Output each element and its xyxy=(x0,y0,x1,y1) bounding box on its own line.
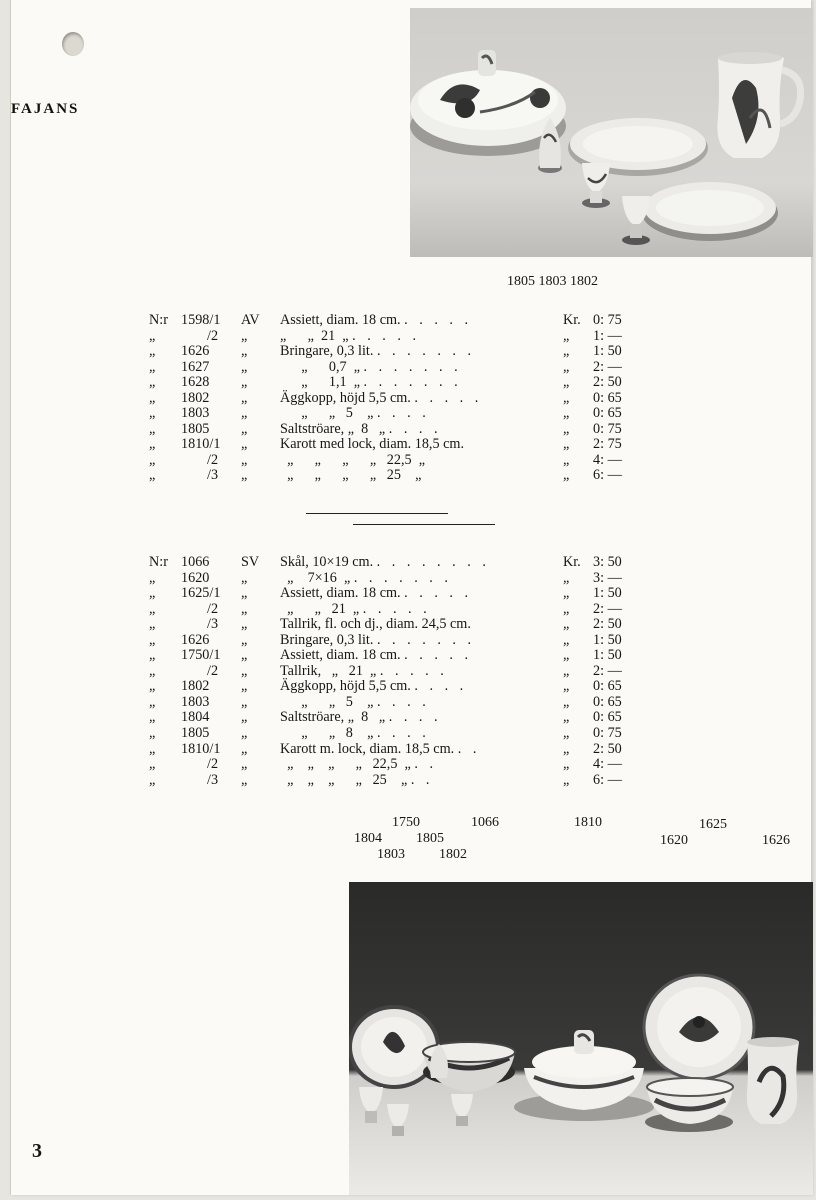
leader-dots: . . . . . . . . xyxy=(376,554,490,570)
price-cell: 0: 75 xyxy=(593,725,622,742)
series-code: „ xyxy=(241,451,248,468)
currency-cell: „ xyxy=(563,343,570,360)
nr-cell: „ xyxy=(149,585,156,602)
nr-cell: N:r xyxy=(149,312,168,328)
currency-cell: „ xyxy=(563,569,570,586)
series-code: „ xyxy=(241,343,248,360)
nr-cell: „ xyxy=(149,436,156,453)
item-number: 1810/1 xyxy=(181,436,221,453)
description-text: „ „ „ „ 22,5 „ xyxy=(280,756,411,773)
photo-label: 1810 xyxy=(574,815,602,830)
table-row xyxy=(149,695,649,711)
currency-cell: „ xyxy=(563,616,570,633)
currency-cell: „ xyxy=(563,600,570,617)
item-number: 1628 xyxy=(181,374,210,391)
leader-dots: . . . . xyxy=(414,678,468,695)
series-code: „ xyxy=(241,631,248,648)
currency-cell: „ xyxy=(563,585,570,602)
currency-cell: „ xyxy=(563,467,570,484)
currency-cell: „ xyxy=(563,693,570,710)
photo-av-illustration xyxy=(410,8,813,257)
item-description xyxy=(280,555,490,571)
currency-cell: „ xyxy=(563,771,570,788)
table-row xyxy=(149,329,649,345)
leader-dots: . . xyxy=(414,756,437,773)
item-description xyxy=(280,422,442,438)
catalog-page xyxy=(10,0,811,1195)
nr-cell: „ xyxy=(149,327,156,344)
photo-label: 1066 xyxy=(471,815,499,830)
series-code: „ xyxy=(241,600,248,617)
item-description xyxy=(280,360,462,376)
item-description xyxy=(280,617,471,633)
table-row xyxy=(149,617,649,633)
item-description xyxy=(280,773,433,789)
item-number: 1805 xyxy=(181,420,210,437)
item-number: 1620 xyxy=(181,569,210,586)
leader-dots: . . . . . . . xyxy=(376,343,476,360)
series-code: „ xyxy=(241,569,248,586)
item-number: 1803 xyxy=(181,693,210,710)
item-number: 1802 xyxy=(181,678,210,695)
table-row xyxy=(149,602,649,618)
description-text: „ „ „ „ 22,5 „ xyxy=(280,451,425,468)
item-description xyxy=(280,375,462,391)
description-text: Skål, 10×19 cm. xyxy=(280,554,374,570)
description-text: „ „ 5 „ xyxy=(280,693,374,710)
leader-dots: . . . . . . . xyxy=(353,569,452,586)
leader-dots: . . . . xyxy=(388,709,442,726)
table-row xyxy=(149,571,649,587)
currency-cell: „ xyxy=(563,389,570,406)
description-text: Tallrik, fl. och dj., diam. 24,5 cm. xyxy=(280,616,471,633)
price-cell: 0: 75 xyxy=(593,420,622,437)
table-row xyxy=(149,422,649,438)
photo-label: 1802 xyxy=(439,847,467,862)
item-description xyxy=(280,344,475,360)
series-code: „ xyxy=(241,771,248,788)
currency-cell: „ xyxy=(563,631,570,648)
item-number: 1805 xyxy=(181,725,210,742)
table-row xyxy=(149,406,649,422)
currency-cell: Kr. xyxy=(563,554,581,570)
series-code: „ xyxy=(241,374,248,391)
table-row xyxy=(149,313,649,329)
nr-cell: „ xyxy=(149,343,156,360)
price-cell: 1: 50 xyxy=(593,585,622,602)
price-cell: 0: 65 xyxy=(593,709,622,726)
item-description xyxy=(280,710,442,726)
currency-cell: „ xyxy=(563,405,570,422)
item-description xyxy=(280,679,467,695)
nr-cell: „ xyxy=(149,405,156,422)
series-code: „ xyxy=(241,740,248,757)
currency-cell: „ xyxy=(563,678,570,695)
item-number: 1804 xyxy=(181,709,210,726)
item-description xyxy=(280,313,472,329)
price-cell: 1: — xyxy=(593,327,622,344)
photo-sv-illustration xyxy=(349,882,813,1195)
price-cell: 1: 50 xyxy=(593,647,622,664)
table-row xyxy=(149,648,649,664)
description-text: Bringare, 0,3 lit. xyxy=(280,631,374,648)
binding-hole xyxy=(62,32,84,56)
series-code: „ xyxy=(241,467,248,484)
leader-dots: . . xyxy=(410,771,434,788)
series-code: „ xyxy=(241,662,248,679)
nr-cell: „ xyxy=(149,678,156,695)
divider-line xyxy=(306,513,448,514)
price-cell: 0: 65 xyxy=(593,693,622,710)
currency-cell: Kr. xyxy=(563,312,581,328)
description-text: Äggkopp, höjd 5,5 cm. xyxy=(280,678,411,695)
series-code: AV xyxy=(241,312,260,328)
item-description xyxy=(280,468,425,484)
table-row xyxy=(149,555,649,571)
nr-cell: „ xyxy=(149,662,156,679)
currency-cell: „ xyxy=(563,756,570,773)
price-cell: 4: — xyxy=(593,756,622,773)
series-code: „ xyxy=(241,725,248,742)
nr-cell: „ xyxy=(149,693,156,710)
item-description xyxy=(280,726,430,742)
item-number: 1750/1 xyxy=(181,647,221,664)
currency-cell: „ xyxy=(563,709,570,726)
nr-cell: „ xyxy=(149,358,156,375)
description-text: „ „ 21 „ xyxy=(280,327,349,344)
price-cell: 2: 50 xyxy=(593,374,622,391)
currency-cell: „ xyxy=(563,451,570,468)
description-text: Assiett, diam. 18 cm. xyxy=(280,312,401,328)
description-text: Karott m. lock, diam. 18,5 cm. xyxy=(280,740,455,757)
leader-dots: . . . . . xyxy=(362,600,431,617)
table-row xyxy=(149,360,649,376)
price-cell: 1: 50 xyxy=(593,343,622,360)
price-cell: 1: 50 xyxy=(593,631,622,648)
series-code: „ xyxy=(241,709,248,726)
series-code: „ xyxy=(241,358,248,375)
photo-label: 1620 xyxy=(660,833,688,848)
table-row xyxy=(149,633,649,649)
series-code: „ xyxy=(241,585,248,602)
nr-cell: „ xyxy=(149,569,156,586)
description-text: „ „ „ „ 25 „ xyxy=(280,467,422,484)
item-description xyxy=(280,633,475,649)
item-number: /2 xyxy=(207,662,219,679)
price-cell: 4: — xyxy=(593,451,622,468)
item-description xyxy=(280,571,452,587)
description-text: Karott med lock, diam. 18,5 cm. xyxy=(280,436,465,453)
currency-cell: „ xyxy=(563,327,570,344)
leader-dots: . . . . . . . xyxy=(363,374,462,391)
leader-dots: . . xyxy=(457,740,481,757)
price-cell: 0: 75 xyxy=(593,312,622,328)
price-cell: 2: — xyxy=(593,662,622,679)
item-number: /2 xyxy=(207,451,219,468)
item-number: /2 xyxy=(207,756,219,773)
description-text: Assiett, diam. 18 cm. xyxy=(280,647,401,664)
leader-dots: . . . . xyxy=(376,693,430,710)
item-number: /3 xyxy=(207,616,219,633)
page-number: 3 xyxy=(32,1140,42,1162)
leader-dots: . . . . . xyxy=(352,327,421,344)
price-cell: 3: — xyxy=(593,569,622,586)
nr-cell: „ xyxy=(149,600,156,617)
photo-av-series xyxy=(410,8,813,257)
description-text: „ „ 5 „ xyxy=(280,405,374,422)
nr-cell: „ xyxy=(149,647,156,664)
item-description xyxy=(280,329,420,345)
currency-cell: „ xyxy=(563,662,570,679)
table-row xyxy=(149,742,649,758)
leader-dots: . . . . . . . xyxy=(376,631,476,648)
description-text: Bringare, 0,3 lit. xyxy=(280,343,374,360)
currency-cell: „ xyxy=(563,358,570,375)
series-code: „ xyxy=(241,420,248,437)
leader-dots: . . . . xyxy=(376,725,430,742)
photo-label: 1803 xyxy=(377,847,405,862)
item-description xyxy=(280,757,437,773)
currency-cell: „ xyxy=(563,374,570,391)
leader-dots: . . . . . xyxy=(404,647,473,664)
table-row xyxy=(149,344,649,360)
table-row xyxy=(149,391,649,407)
item-number: /3 xyxy=(207,771,219,788)
table-row xyxy=(149,453,649,469)
nr-cell: „ xyxy=(149,451,156,468)
leader-dots: . . . . xyxy=(376,405,430,422)
currency-cell: „ xyxy=(563,740,570,757)
price-table-av xyxy=(149,313,649,484)
item-description xyxy=(280,391,482,407)
description-text: „ „ „ „ 25 „ xyxy=(280,771,408,788)
photo-label: 1625 xyxy=(699,817,727,832)
table-row xyxy=(149,726,649,742)
item-description xyxy=(280,602,431,618)
item-number: 1626 xyxy=(181,343,210,360)
table-row xyxy=(149,679,649,695)
item-number: 1802 xyxy=(181,389,210,406)
description-text: „ 0,7 „ xyxy=(280,358,360,375)
item-description xyxy=(280,586,472,602)
table-row xyxy=(149,773,649,789)
photo-top-caption: 1805 1803 1802 xyxy=(507,274,598,289)
nr-cell: „ xyxy=(149,709,156,726)
nr-cell: „ xyxy=(149,420,156,437)
description-text: Äggkopp, höjd 5,5 cm. xyxy=(280,389,411,406)
description-text: „ „ 21 „ xyxy=(280,600,360,617)
photo-label: 1750 xyxy=(392,815,420,830)
nr-cell: „ xyxy=(149,631,156,648)
nr-cell: „ xyxy=(149,740,156,757)
description-text: Saltströare, „ 8 „ xyxy=(280,420,386,437)
description-text: Tallrik, „ 21 „ xyxy=(280,662,377,679)
series-code: SV xyxy=(241,554,260,570)
item-description xyxy=(280,406,430,422)
price-table-sv xyxy=(149,555,649,788)
nr-cell: N:r xyxy=(149,554,168,570)
nr-cell: „ xyxy=(149,389,156,406)
divider-line xyxy=(353,524,495,525)
nr-cell: „ xyxy=(149,374,156,391)
leader-dots: . . . . . xyxy=(404,312,473,328)
table-row xyxy=(149,710,649,726)
item-number: 1625/1 xyxy=(181,585,221,602)
table-row xyxy=(149,757,649,773)
price-cell: 0: 65 xyxy=(593,389,622,406)
item-number: 1627 xyxy=(181,358,210,375)
description-text: Saltströare, „ 8 „ xyxy=(280,709,386,726)
item-description xyxy=(280,437,464,453)
leader-dots: . . . . . xyxy=(414,389,483,406)
price-cell: 6: — xyxy=(593,467,622,484)
item-number: /2 xyxy=(207,327,219,344)
leader-dots: . . . . . xyxy=(404,585,473,602)
series-code: „ xyxy=(241,436,248,453)
price-cell: 0: 65 xyxy=(593,678,622,695)
series-code: „ xyxy=(241,756,248,773)
nr-cell: „ xyxy=(149,467,156,484)
photo-sv-series xyxy=(349,882,813,1195)
description-text: Assiett, diam. 18 cm. xyxy=(280,585,401,602)
nr-cell: „ xyxy=(149,725,156,742)
series-code: „ xyxy=(241,647,248,664)
leader-dots: . . . . xyxy=(388,420,442,437)
table-row xyxy=(149,468,649,484)
currency-cell: „ xyxy=(563,647,570,664)
photo-label: 1804 xyxy=(354,831,382,846)
series-code: „ xyxy=(241,405,248,422)
series-code: „ xyxy=(241,678,248,695)
price-cell: 2: 50 xyxy=(593,616,622,633)
item-number: 1810/1 xyxy=(181,740,221,757)
photo-label: 1805 xyxy=(416,831,444,846)
item-number: 1626 xyxy=(181,631,210,648)
price-cell: 0: 65 xyxy=(593,405,622,422)
item-description xyxy=(280,742,480,758)
price-cell: 2: — xyxy=(593,600,622,617)
currency-cell: „ xyxy=(563,725,570,742)
item-description xyxy=(280,453,429,469)
item-number: /3 xyxy=(207,467,219,484)
section-title: FAJANS xyxy=(11,101,80,117)
description-text: „ 7×16 „ xyxy=(280,569,351,586)
leader-dots: . . . . . . . xyxy=(363,358,462,375)
item-number: 1598/1 xyxy=(181,312,221,328)
nr-cell: „ xyxy=(149,756,156,773)
item-description xyxy=(280,648,472,664)
currency-cell: „ xyxy=(563,436,570,453)
description-text: „ 1,1 „ xyxy=(280,374,360,391)
item-description xyxy=(280,695,430,711)
item-number: 1066 xyxy=(181,554,210,570)
price-cell: 2: 75 xyxy=(593,436,622,453)
item-number: 1803 xyxy=(181,405,210,422)
nr-cell: „ xyxy=(149,616,156,633)
photo-label: 1626 xyxy=(762,833,790,848)
table-row xyxy=(149,437,649,453)
table-row xyxy=(149,375,649,391)
price-cell: 3: 50 xyxy=(593,554,622,570)
nr-cell: „ xyxy=(149,771,156,788)
series-code: „ xyxy=(241,616,248,633)
series-code: „ xyxy=(241,693,248,710)
series-code: „ xyxy=(241,327,248,344)
description-text: „ „ 8 „ xyxy=(280,725,374,742)
price-cell: 2: — xyxy=(593,358,622,375)
currency-cell: „ xyxy=(563,420,570,437)
price-cell: 2: 50 xyxy=(593,740,622,757)
price-cell: 6: — xyxy=(593,771,622,788)
table-row xyxy=(149,586,649,602)
series-code: „ xyxy=(241,389,248,406)
leader-dots: . . . . . xyxy=(379,662,448,679)
item-number: /2 xyxy=(207,600,219,617)
